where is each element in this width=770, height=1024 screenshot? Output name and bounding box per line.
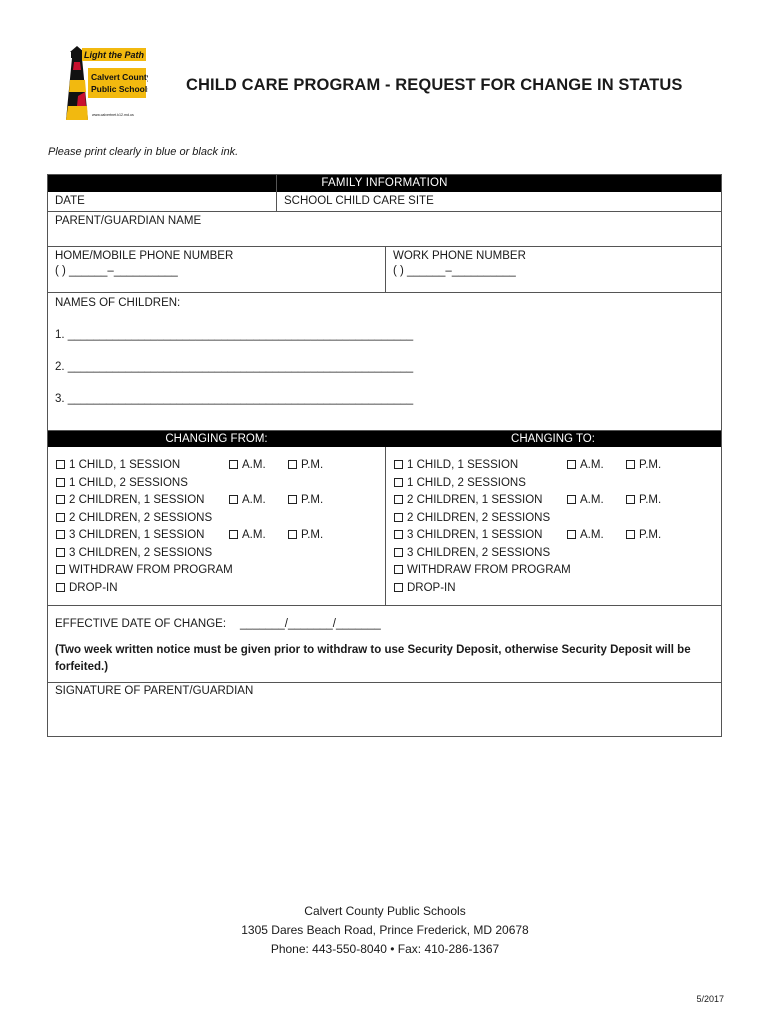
changing-to-option-label: 1 CHILD, 2 SESSIONS — [407, 476, 526, 489]
changing-options — [48, 447, 721, 605]
signature-field[interactable] — [48, 682, 721, 736]
changing-to-am-option[interactable] — [567, 457, 604, 475]
footer-org: Calvert County Public Schools — [304, 904, 466, 918]
logo-name-line2: Public Schools — [91, 84, 148, 94]
effective-date-section — [48, 605, 721, 682]
changing-from-options — [48, 447, 385, 605]
work-phone-field[interactable] — [385, 247, 721, 292]
footer-address: 1305 Dares Beach Road, Prince Frederick, MD 20678 — [241, 923, 529, 937]
changing-from-pm-option[interactable] — [288, 457, 323, 475]
checkbox-icon[interactable] — [288, 460, 297, 469]
children-names-field — [48, 293, 721, 430]
home-phone-blank: ( ) ______–__________ — [55, 265, 178, 277]
footer-contact: Phone: 443-550-8040 • Fax: 410-286-1367 — [270, 942, 500, 956]
checkbox-icon[interactable] — [567, 460, 576, 469]
checkbox-icon[interactable] — [394, 513, 403, 522]
checkbox-icon[interactable] — [56, 583, 65, 592]
changing-to-option-label: 3 CHILDREN, 1 SESSION — [407, 529, 543, 541]
checkbox-icon[interactable] — [394, 548, 403, 557]
changing-to-option-1[interactable] — [394, 457, 714, 475]
changing-to-option-6[interactable] — [394, 545, 714, 563]
effective-date-label: EFFECTIVE DATE OF CHANGE: — [55, 618, 227, 630]
changing-from-option-6[interactable] — [56, 545, 378, 563]
changing-to-option-3[interactable] — [394, 492, 714, 510]
changing-to-option-5[interactable] — [394, 527, 714, 545]
checkbox-icon[interactable] — [56, 478, 65, 487]
changing-from-option-8[interactable] — [56, 580, 378, 598]
changing-to-am-label: A.M. — [580, 459, 604, 471]
checkbox-icon[interactable] — [394, 460, 403, 469]
lighthouse-icon — [58, 44, 148, 122]
checkbox-icon[interactable] — [288, 530, 297, 539]
change-request-form — [47, 174, 722, 737]
checkbox-icon[interactable] — [567, 495, 576, 504]
child-name-line-2[interactable]: 2. ______________________________________________________ — [55, 361, 414, 373]
checkbox-icon[interactable] — [626, 460, 635, 469]
checkbox-icon[interactable] — [56, 565, 65, 574]
checkbox-icon[interactable] — [567, 530, 576, 539]
checkbox-icon[interactable] — [56, 495, 65, 504]
checkbox-icon[interactable] — [394, 495, 403, 504]
school-site-field[interactable] — [276, 175, 721, 211]
changing-to-am-label: A.M. — [580, 529, 604, 541]
instructions-text: Please print clearly in blue or black ink. — [48, 146, 239, 158]
changing-to-option-8[interactable] — [394, 580, 714, 598]
checkbox-icon[interactable] — [626, 530, 635, 539]
changing-from-option-3[interactable] — [56, 492, 378, 510]
signature-label: SIGNATURE OF PARENT/GUARDIAN — [55, 685, 254, 697]
changing-from-option-label: DROP-IN — [69, 581, 118, 594]
footer — [0, 902, 770, 959]
changing-to-options — [385, 447, 721, 605]
logo-tagline: Light the Path — [84, 50, 144, 60]
checkbox-icon[interactable] — [626, 495, 635, 504]
changing-from-header: CHANGING FROM: — [165, 433, 268, 445]
checkbox-icon[interactable] — [56, 530, 65, 539]
changing-from-am-option[interactable] — [229, 457, 266, 475]
changing-from-option-7[interactable] — [56, 562, 378, 580]
changing-from-option-2[interactable] — [56, 475, 378, 493]
checkbox-icon[interactable] — [229, 530, 238, 539]
changing-from-option-label: 1 CHILD, 1 SESSION — [69, 459, 181, 471]
checkbox-icon[interactable] — [56, 513, 65, 522]
ccps-logo — [58, 44, 148, 122]
changing-to-option-4[interactable] — [394, 510, 714, 528]
notice-text: (Two week written notice must be given prior to withdraw to use Security Deposit, otherwise Security Deposit will be forfeited.) — [55, 644, 691, 673]
checkbox-icon[interactable] — [394, 565, 403, 574]
changing-from-pm-option[interactable] — [288, 492, 323, 510]
changing-from-option-1[interactable] — [56, 457, 378, 475]
changing-to-am-option[interactable] — [567, 492, 604, 510]
changing-from-pm-option[interactable] — [288, 527, 323, 545]
home-phone-field[interactable] — [48, 247, 385, 292]
changing-to-pm-option[interactable] — [626, 457, 661, 475]
changing-from-option-5[interactable] — [56, 527, 378, 545]
changing-from-option-label: WITHDRAW FROM PROGRAM — [69, 564, 233, 576]
changing-to-option-label: 1 CHILD, 1 SESSION — [407, 459, 519, 471]
changing-to-option-label: 3 CHILDREN, 2 SESSIONS — [407, 546, 551, 559]
changing-to-pm-option[interactable] — [626, 527, 661, 545]
changing-from-am-label: A.M. — [242, 459, 266, 471]
date-label: DATE — [55, 195, 85, 207]
changing-to-option-label: 2 CHILDREN, 2 SESSIONS — [407, 511, 551, 524]
changing-to-pm-label: P.M. — [639, 494, 662, 506]
changing-to-option-2[interactable] — [394, 475, 714, 493]
changing-from-option-label: 2 CHILDREN, 1 SESSION — [69, 494, 205, 506]
checkbox-icon[interactable] — [229, 460, 238, 469]
child-name-line-1[interactable]: 1. ______________________________________________________ — [55, 329, 414, 341]
checkbox-icon[interactable] — [394, 583, 403, 592]
checkbox-icon[interactable] — [394, 530, 403, 539]
date-field[interactable] — [48, 175, 276, 211]
checkbox-icon[interactable] — [56, 460, 65, 469]
school-site-label: SCHOOL CHILD CARE SITE — [284, 195, 434, 207]
changing-from-pm-label: P.M. — [301, 494, 324, 506]
changing-to-option-label: DROP-IN — [407, 581, 456, 594]
changing-to-pm-label: P.M. — [639, 529, 662, 541]
logo-name-line1: Calvert County — [91, 72, 148, 82]
checkbox-icon[interactable] — [288, 495, 297, 504]
work-phone-blank: ( ) ______–__________ — [393, 265, 516, 277]
changing-to-option-label: WITHDRAW FROM PROGRAM — [407, 564, 571, 576]
child-name-line-3[interactable]: 3. ______________________________________________________ — [55, 393, 414, 405]
changing-to-option-7[interactable] — [394, 562, 714, 580]
changing-from-am-label: A.M. — [242, 494, 266, 506]
children-label: NAMES OF CHILDREN: — [55, 297, 181, 309]
page-title: CHILD CARE PROGRAM - REQUEST FOR CHANGE IN STATUS — [186, 76, 683, 94]
changing-header-bar — [48, 430, 721, 447]
changing-to-am-label: A.M. — [580, 494, 604, 506]
guardian-name-label: PARENT/GUARDIAN NAME — [55, 215, 202, 227]
logo-url: www.calvertnet.k12.md.us — [92, 113, 134, 117]
changing-to-pm-option[interactable] — [626, 492, 661, 510]
changing-to-option-label: 2 CHILDREN, 1 SESSION — [407, 494, 543, 506]
changing-from-option-4[interactable] — [56, 510, 378, 528]
changing-from-pm-label: P.M. — [301, 459, 324, 471]
changing-from-option-label: 1 CHILD, 2 SESSIONS — [69, 476, 188, 489]
work-phone-label: WORK PHONE NUMBER — [393, 250, 526, 262]
revision-date: 5/2017 — [696, 994, 724, 1004]
changing-from-pm-label: P.M. — [301, 529, 324, 541]
guardian-name-field[interactable] — [48, 212, 721, 246]
changing-from-am-option[interactable] — [229, 527, 266, 545]
changing-to-header: CHANGING TO: — [511, 433, 595, 445]
family-information-header: FAMILY INFORMATION — [48, 175, 721, 192]
checkbox-icon[interactable] — [56, 548, 65, 557]
home-phone-label: HOME/MOBILE PHONE NUMBER — [55, 250, 234, 262]
changing-from-option-label: 2 CHILDREN, 2 SESSIONS — [69, 511, 213, 524]
changing-from-option-label: 3 CHILDREN, 1 SESSION — [69, 529, 205, 541]
changing-from-am-label: A.M. — [242, 529, 266, 541]
checkbox-icon[interactable] — [229, 495, 238, 504]
changing-from-option-label: 3 CHILDREN, 2 SESSIONS — [69, 546, 213, 559]
effective-date-blank[interactable]: _______/_______/_______ — [240, 618, 381, 630]
checkbox-icon[interactable] — [394, 478, 403, 487]
changing-to-am-option[interactable] — [567, 527, 604, 545]
changing-from-am-option[interactable] — [229, 492, 266, 510]
changing-to-pm-label: P.M. — [639, 459, 662, 471]
